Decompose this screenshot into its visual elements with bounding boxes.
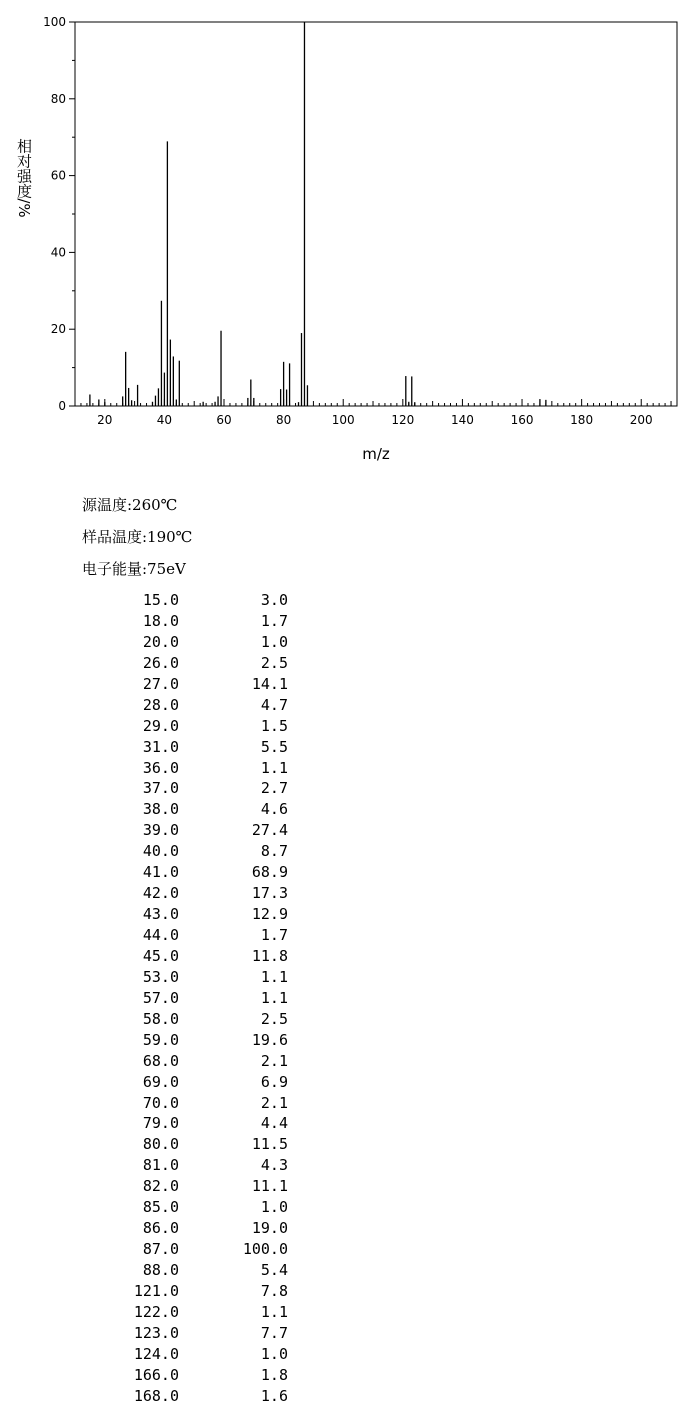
peak-mz: 37.0 [142,779,179,798]
peak-mz: 42.0 [142,884,179,903]
table-row [0,1155,687,1176]
peak-mz: 59.0 [142,1030,179,1049]
peak-intensity: 1.1 [260,1302,288,1321]
peak-intensity: 5.4 [260,1261,288,1279]
peak-intensity: 11.1 [251,1177,288,1196]
table-row [0,841,687,862]
peak-intensity: 2.5 [260,653,288,672]
table-row [0,1365,687,1386]
peak-mz: 80.0 [142,1135,179,1154]
peak-intensity: 4.7 [260,695,288,714]
table-row [0,653,687,674]
peak-intensity: 1.1 [260,967,288,986]
peak-mz: 86.0 [142,1219,179,1238]
peak-mz: 121.0 [133,1281,179,1300]
peak-intensity: 27.4 [251,821,288,840]
table-row [0,1176,687,1197]
y-axis-title: 相对强度/% [15,138,33,218]
peak-intensity: 4.6 [260,800,288,819]
table-row [0,1260,687,1281]
peak-mz: 39.0 [142,821,179,840]
peak-intensity: 4.3 [260,1156,288,1175]
x-tick-label: 20 [97,413,113,427]
x-tick-label: 160 [510,413,534,427]
y-tick-label: 40 [50,245,66,260]
peak-mz: 40.0 [142,842,179,861]
x-tick-label: 100 [331,413,355,427]
x-tick-label: 40 [156,413,173,427]
peak-mz: 28.0 [142,695,179,714]
peak-mz: 69.0 [142,1072,179,1091]
table-row [0,1093,687,1114]
table-row [0,1281,687,1302]
peak-mz: 81.0 [142,1156,179,1175]
y-axis [43,15,75,413]
peak-mz: 68.0 [142,1051,179,1070]
peak-intensity: 12.9 [251,905,288,924]
peak-intensity: 4.4 [260,1114,288,1133]
peak-intensity: 1.0 [260,1344,288,1363]
peak-mz: 43.0 [142,905,179,924]
y-tick-label: 100 [43,15,66,29]
x-tick-label: 140 [450,413,474,427]
table-row [0,1051,687,1072]
x-tick-label: 80 [275,413,292,427]
table-row [0,1386,687,1407]
peak-intensity: 7.7 [260,1323,288,1342]
table-row [0,737,687,758]
peak-mz: 124.0 [133,1344,179,1363]
x-tick-label: 180 [570,413,594,427]
peak-intensity: 1.7 [260,611,288,630]
peak-intensity: 6.9 [260,1072,288,1091]
table-row [0,820,687,841]
peak-intensity: 7.8 [260,1281,288,1300]
peak-intensity: 14.1 [251,674,288,693]
table-row [0,695,687,716]
peak-mz: 41.0 [142,863,179,882]
table-row [0,1302,687,1323]
peak-mz: 18.0 [142,611,179,630]
table-row [0,925,687,946]
electron-energy: 电子能量:75eV [82,560,186,578]
table-row [0,862,687,883]
peak-mz: 26.0 [142,653,179,672]
peak-intensity: 17.3 [251,884,288,903]
table-row [0,1218,687,1239]
peak-intensity: 1.5 [260,716,288,735]
table-row [0,758,687,779]
table-row [0,1323,687,1344]
peak-intensity: 5.5 [260,737,288,756]
peak-mz: 166.0 [133,1365,179,1384]
table-row [0,799,687,820]
peak-mz: 79.0 [142,1114,179,1133]
peak-mz: 58.0 [142,1009,179,1028]
y-tick-label: 80 [50,91,66,106]
peak-intensity: 19.6 [251,1030,288,1049]
table-row [0,1113,687,1134]
peak-mz: 36.0 [142,758,179,777]
table-row [0,1197,687,1218]
table-row [0,716,687,737]
peak-intensity: 1.0 [260,1198,288,1217]
peak-intensity: 19.0 [251,1219,288,1238]
x-tick-label: 200 [629,413,653,427]
peak-mz: 123.0 [133,1323,179,1342]
table-row [0,1344,687,1365]
peak-mz: 82.0 [142,1177,179,1196]
peak-intensity: 2.7 [260,779,288,798]
table-row [0,967,687,988]
peak-mz: 53.0 [142,967,179,986]
table-row [0,1072,687,1093]
peak-intensity: 1.1 [260,988,288,1007]
y-tick-label: 60 [50,168,66,183]
y-tick-label: 20 [50,322,66,337]
table-row [0,946,687,967]
table-row [0,778,687,799]
peak-intensity: 2.5 [260,1009,288,1028]
peak-intensity: 8.7 [260,842,288,861]
table-row [0,988,687,1009]
peak-mz: 20.0 [142,632,179,651]
x-axis [81,399,671,427]
mass-spectrum-chart [0,0,687,470]
peak-intensity: 68.9 [251,863,288,882]
peak-mz: 44.0 [142,926,179,944]
x-tick-label: 60 [216,413,232,427]
peak-mz: 85.0 [142,1198,179,1217]
peak-intensity: 1.1 [260,758,288,777]
peak-mz: 38.0 [142,800,179,819]
peak-table [0,590,687,1407]
table-row [0,611,687,632]
table-row [0,1030,687,1051]
table-row [0,1239,687,1260]
sample-temperature: 样品温度:190℃ [82,528,193,546]
table-row [0,883,687,904]
peak-intensity: 1.8 [260,1365,288,1384]
peak-mz: 87.0 [142,1240,179,1259]
table-row [0,1009,687,1030]
spectrum-peaks [90,22,546,406]
y-tick-label: 0 [58,399,66,413]
table-row [0,590,687,611]
x-axis-title: m/z [362,445,390,463]
peak-intensity: 1.0 [260,632,288,651]
peak-mz: 57.0 [142,988,179,1007]
peak-mz: 168.0 [133,1386,179,1405]
peak-intensity: 1.6 [260,1386,288,1405]
peak-mz: 31.0 [142,737,179,756]
peak-intensity: 100.0 [242,1240,288,1259]
table-row [0,1134,687,1155]
x-tick-label: 120 [391,413,415,427]
peak-intensity: 1.7 [260,926,288,944]
peak-mz: 122.0 [133,1302,179,1321]
table-row [0,674,687,695]
peak-intensity: 11.8 [251,946,288,965]
peak-mz: 88.0 [142,1261,179,1279]
plot-frame [75,22,677,406]
peak-mz: 45.0 [142,946,179,965]
peak-mz: 70.0 [142,1093,179,1112]
peak-intensity: 2.1 [260,1093,288,1112]
peak-intensity: 3.0 [260,591,288,609]
table-row [0,632,687,653]
peak-intensity: 2.1 [260,1051,288,1070]
peak-intensity: 11.5 [251,1135,288,1154]
peak-mz: 29.0 [142,716,179,735]
peak-mz: 27.0 [142,674,179,693]
source-temperature: 源温度:260℃ [82,496,178,514]
peak-mz: 15.0 [142,591,179,609]
table-row [0,904,687,925]
